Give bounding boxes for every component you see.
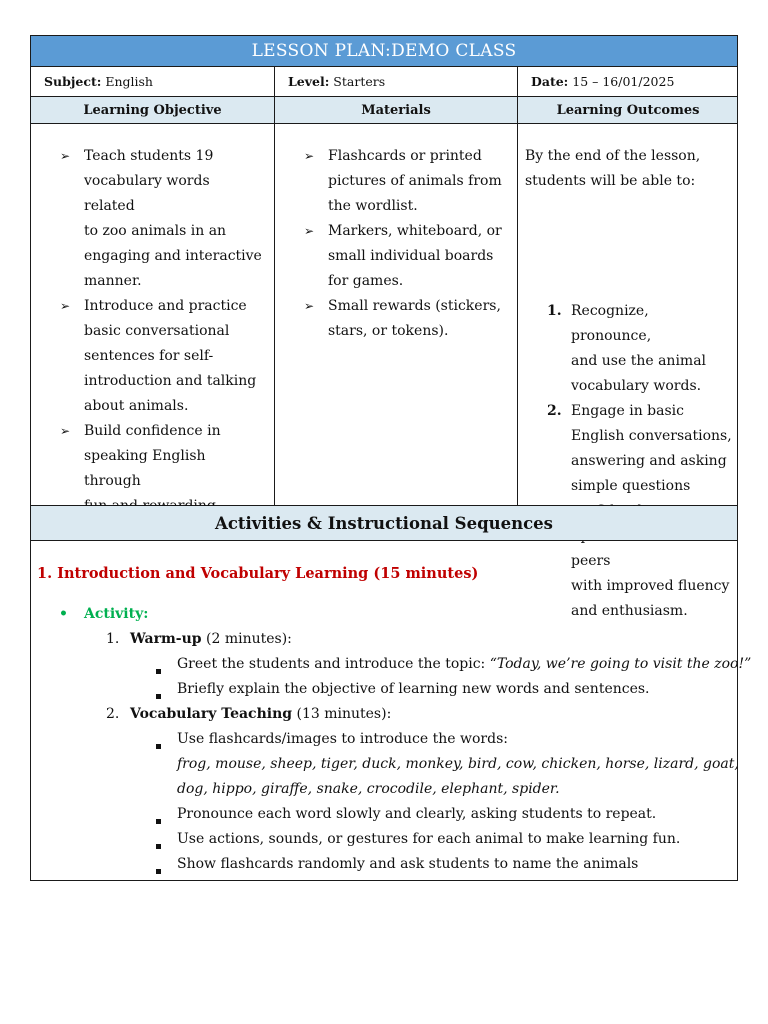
vocab-time: (13 minutes): bbox=[292, 706, 392, 722]
subject-cell bbox=[31, 67, 275, 96]
activity-label: Activity: bbox=[84, 606, 149, 622]
objective-line: manner. bbox=[84, 273, 142, 289]
outcome-line: Engage in basic bbox=[571, 403, 684, 419]
vocab-bullet-3: Use actions, sounds, or gestures for each animal to make learning fun. bbox=[177, 831, 681, 847]
warmup-title: Warm-up bbox=[130, 631, 202, 647]
warmup-number: 1. bbox=[106, 631, 120, 647]
square-bullet-icon bbox=[156, 819, 161, 824]
material-line: the wordlist. bbox=[328, 198, 418, 214]
lesson-plan-table bbox=[30, 35, 752, 881]
warmup-bullet-1 bbox=[177, 652, 751, 677]
square-bullet-icon bbox=[156, 869, 161, 874]
outcomes-intro-line: students will be able to: bbox=[525, 173, 696, 189]
column-headers bbox=[31, 97, 737, 124]
objectives-list bbox=[60, 144, 264, 544]
outcome-line: and enthusiasm. bbox=[571, 603, 688, 619]
square-bullet-icon bbox=[156, 694, 161, 699]
outcome-line: answering and asking bbox=[571, 453, 727, 469]
outcome-line: English conversations, bbox=[571, 428, 732, 444]
objective-line: basic conversational bbox=[84, 323, 230, 339]
objective-line: sentences for self- bbox=[84, 348, 214, 364]
objective-line: Introduce and practice bbox=[84, 298, 247, 314]
objective-line: speaking English through bbox=[84, 448, 206, 489]
outcomes-intro bbox=[525, 144, 735, 194]
vocab-bullet-1: Use flashcards/images to introduce the words: bbox=[177, 731, 508, 747]
objective-line: Build confidence in bbox=[84, 423, 221, 439]
outcome-line: simple questions bbox=[571, 478, 691, 494]
vocab-title: Vocabulary Teaching bbox=[130, 706, 293, 722]
arrow-bullet-icon: ➢ bbox=[304, 224, 315, 238]
warmup-bullet-2: Briefly explain the objective of learning new words and sentences. bbox=[177, 681, 650, 697]
subject-label: Subject: bbox=[44, 74, 102, 89]
header-learning-objective: Learning Objective bbox=[31, 97, 275, 123]
arrow-bullet-icon: ➢ bbox=[304, 149, 315, 163]
materials-cell bbox=[275, 124, 518, 505]
vocab-words: dog, hippo, giraffe, snake, crocodile, elephant, spider. bbox=[177, 781, 560, 797]
bullet-dot-icon: • bbox=[59, 606, 68, 622]
outcomes-cell bbox=[518, 124, 738, 619]
material-line: Markers, whiteboard, or bbox=[328, 223, 502, 239]
arrow-bullet-icon: ➢ bbox=[60, 149, 71, 163]
info-row bbox=[31, 67, 737, 97]
objective-item bbox=[60, 294, 264, 419]
subject-value: English bbox=[101, 74, 153, 89]
vocab-item bbox=[106, 702, 392, 727]
activities-heading: Activities & Instructional Sequences bbox=[31, 506, 737, 541]
square-bullet-icon bbox=[156, 844, 161, 849]
objectives-cell bbox=[31, 124, 275, 505]
outcome-item bbox=[547, 299, 733, 399]
arrow-bullet-icon: ➢ bbox=[304, 299, 315, 313]
lesson-plan-title: LESSON PLAN:DEMO CLASS bbox=[31, 36, 737, 67]
level-cell bbox=[275, 67, 518, 96]
outcomes-intro-line: By the end of the lesson, bbox=[525, 148, 701, 164]
vocab-words-line-1 bbox=[177, 752, 739, 777]
warmup-item bbox=[106, 627, 292, 652]
material-line: Small rewards (stickers, bbox=[328, 298, 501, 314]
material-line: Flashcards or printed bbox=[328, 148, 482, 164]
outcome-line: vocabulary words. bbox=[571, 378, 702, 394]
material-item bbox=[304, 219, 508, 294]
objective-line: engaging and interactive bbox=[84, 248, 262, 264]
vocab-words: frog, mouse, sheep, tiger, duck, monkey, bird, cow, chicken, horse, lizard, goat, bbox=[177, 756, 739, 772]
material-line: for games. bbox=[328, 273, 404, 289]
objective-line: Teach students 19 bbox=[84, 148, 214, 164]
material-item bbox=[304, 294, 508, 344]
warmup-time: (2 minutes): bbox=[201, 631, 292, 647]
outcomes-list bbox=[547, 299, 733, 624]
header-materials: Materials bbox=[275, 97, 518, 123]
objective-line: introduction and talking bbox=[84, 373, 257, 389]
section-title: 1. Introduction and Vocabulary Learning (15 minutes) bbox=[37, 565, 479, 582]
date-cell bbox=[518, 67, 738, 96]
material-item bbox=[304, 144, 508, 219]
vocab-words-line-2 bbox=[177, 777, 560, 802]
header-learning-outcomes: Learning Outcomes bbox=[556, 103, 700, 118]
outcome-number: 1. bbox=[547, 303, 562, 319]
arrow-bullet-icon: ➢ bbox=[60, 424, 71, 438]
level-label: Level: bbox=[288, 74, 330, 89]
vocab-bullet-4: Show flashcards randomly and ask students to name the animals bbox=[177, 856, 639, 872]
objective-item bbox=[60, 144, 264, 294]
outcome-line: with improved fluency bbox=[571, 578, 730, 594]
date-label: Date: bbox=[531, 74, 569, 89]
outcome-line: peers bbox=[571, 553, 611, 569]
objective-line: vocabulary words related bbox=[84, 173, 210, 214]
materials-list bbox=[304, 144, 508, 344]
material-line: small individual boards bbox=[328, 248, 494, 264]
level-value: Starters bbox=[329, 74, 386, 89]
objective-line: to zoo animals in an bbox=[84, 223, 227, 239]
square-bullet-icon bbox=[156, 744, 161, 749]
outcome-line: and use the animal bbox=[571, 353, 707, 369]
warmup-bullet-text: Greet the students and introduce the topic: bbox=[177, 656, 490, 672]
outcome-number: 2. bbox=[547, 403, 562, 419]
date-value: 15 – 16/01/2025 bbox=[568, 74, 675, 89]
square-bullet-icon bbox=[156, 669, 161, 674]
material-line: pictures of animals from bbox=[328, 173, 502, 189]
objective-line: about animals. bbox=[84, 398, 189, 414]
vocab-bullet-2: Pronounce each word slowly and clearly, asking students to repeat. bbox=[177, 806, 657, 822]
vocab-number: 2. bbox=[106, 706, 120, 722]
arrow-bullet-icon: ➢ bbox=[60, 299, 71, 313]
material-line: stars, or tokens). bbox=[328, 323, 449, 339]
warmup-quote: “Today, we’re going to visit the zoo!” bbox=[489, 656, 752, 672]
outcome-line: Recognize, pronounce, bbox=[571, 303, 652, 344]
